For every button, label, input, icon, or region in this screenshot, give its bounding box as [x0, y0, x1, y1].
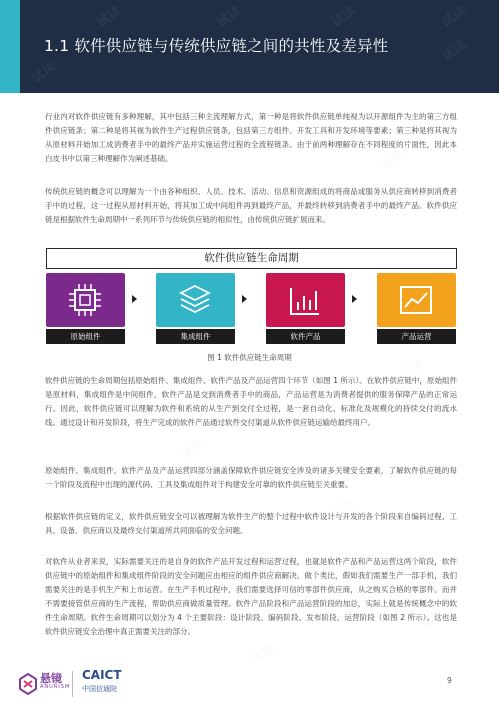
anurism-logo-icon	[18, 673, 38, 695]
layers-icon	[177, 282, 213, 318]
page-number: 9	[447, 676, 452, 685]
stage-tile-software-product	[266, 273, 345, 327]
stage-tile-raw-components	[46, 273, 125, 327]
watermark	[177, 435, 206, 463]
body-paragraph: 行业内对软件供应链有多种理解，其中包括三种主流理解方式，第一种是将软件供应链单纯视为以开源组件为主的第三方组件供应链条；第二种是将其视为软件生产过程供应链条，包括第三方组件、开发工具和开发环境等要素；第三种是将其视为从原材料开始加工成消费者手中的最终产品并实施运营过程的全流程链条。由于前两种理解存在不同程度的片面性，因此本白皮书中以第三种理解作为阐述基础。	[45, 112, 457, 163]
body-paragraph: 根据软件供应链的定义，软件供应链安全可以被理解为软件生产的整个过程中软件设计与开发的各个阶段来自编码过程、工具、设备、供应商以及最终交付渠道所共同面临的安全问题。	[45, 512, 457, 535]
stage-tile-integrated-components	[156, 273, 235, 327]
stage-tile-product-operation	[377, 273, 456, 327]
arrow-icon	[242, 295, 247, 303]
body-paragraph: 传统供应链的概念可以理解为一个由各种组织、人员、技术、活动、信息和资源组成的将商品或服务从供应商转移到消费者手中的过程，这一过程从原材料开始，将其加工成中间组件再到最终产品，并最终转移到消费者手中的最终产品。软件供应链是根据软件生命周期中一系列环节与传统供应链的相似性，由传统供应链扩展而来。	[45, 187, 457, 224]
anurism-logo-text: 悬镜	[40, 672, 62, 685]
figure-caption: 图 1 软件供应链生命周期	[207, 353, 292, 362]
stage-label: 产品运营	[377, 329, 456, 344]
arrow-icon	[352, 295, 357, 303]
chip-icon	[67, 282, 103, 318]
footer-divider	[72, 671, 73, 697]
arrow-icon	[132, 295, 137, 303]
page-title: 1.1 软件供应链与传统供应链之间的共性及差异性	[44, 37, 389, 55]
watermark: 试读	[329, 3, 360, 31]
stage-label: 原始组件	[46, 329, 125, 344]
line-chart-icon	[398, 282, 434, 318]
watermark: 试读	[94, 3, 125, 31]
watermark: 试读	[439, 37, 470, 65]
watermark	[247, 640, 276, 668]
stage-label: 软件产品	[266, 329, 345, 344]
body-paragraph: 对软件从业者来说，实际需要关注的是自身的软件产品开发过程和运营过程，也就是软件产品和产品运营这两个阶段，软件供应链中的原始组件和集成组件阶段的安全问题应由相应的组件供应商解决。做个类比，假如我们需要生产一部手机，我们需要关注的是手机生产和上市运营。在生产手机过程中，我们需要选择可信的零部件供应商，从之购买合格的零部件。而并不需要接管供应商的生产流程，帮助供应商做质量管理。软件产品阶段和产品运营阶段的加总，实际上就是传统概念中的软件生命周期。软件生命周期可以划分为 4 个主要阶段：设计阶段、编码阶段、发布阶段、运营阶段（如图 2 所示）。这也是软件供应链安全治理中真正需要关注的部分。	[45, 557, 457, 636]
bar-chart-icon	[287, 282, 323, 318]
caict-logo-text: CAICT	[82, 668, 122, 682]
body-paragraph: 软件供应链的生命周期包括原始组件、集成组件、软件产品及产品运营四个环节（如图 1 所示）。在软件供应链中，原始组件是原材料，集成组件是中间组件，软件产品是交到消费者手中的商品，产品运营是为消费者提供的服务保障产品的正常运行。因此，软件供应链可以理解为软件和系统的从生产到交付全过程，是一套自动化、标准化及规模化的持续交付的流水线。通过设计和开发阶段，将生产完成的软件产品通过软件交付渠道从软件供应链运输给最终用户。	[45, 376, 457, 427]
watermark: 试读	[29, 59, 60, 87]
diagram-title: 软件供应链生命周期	[46, 248, 457, 269]
caict-logo-subtext: 中国信通院	[82, 685, 117, 693]
stage-label: 集成组件	[156, 329, 235, 344]
anurism-logo-subtext: ANURISM	[40, 684, 71, 690]
body-paragraph: 原始组件、集成组件、软件产品及产品运营四部分涵盖保障软件供应链安全涉及的诸多关键安全要素，了解软件供应链的每一个阶段及流程中出现的源代码、工具及集成组件对于构建安全可靠的软件供应链至关重要。	[45, 466, 457, 489]
watermark: 试读	[214, 3, 245, 31]
header-accent-bar	[0, 0, 20, 93]
watermark: 试读	[439, 3, 470, 31]
